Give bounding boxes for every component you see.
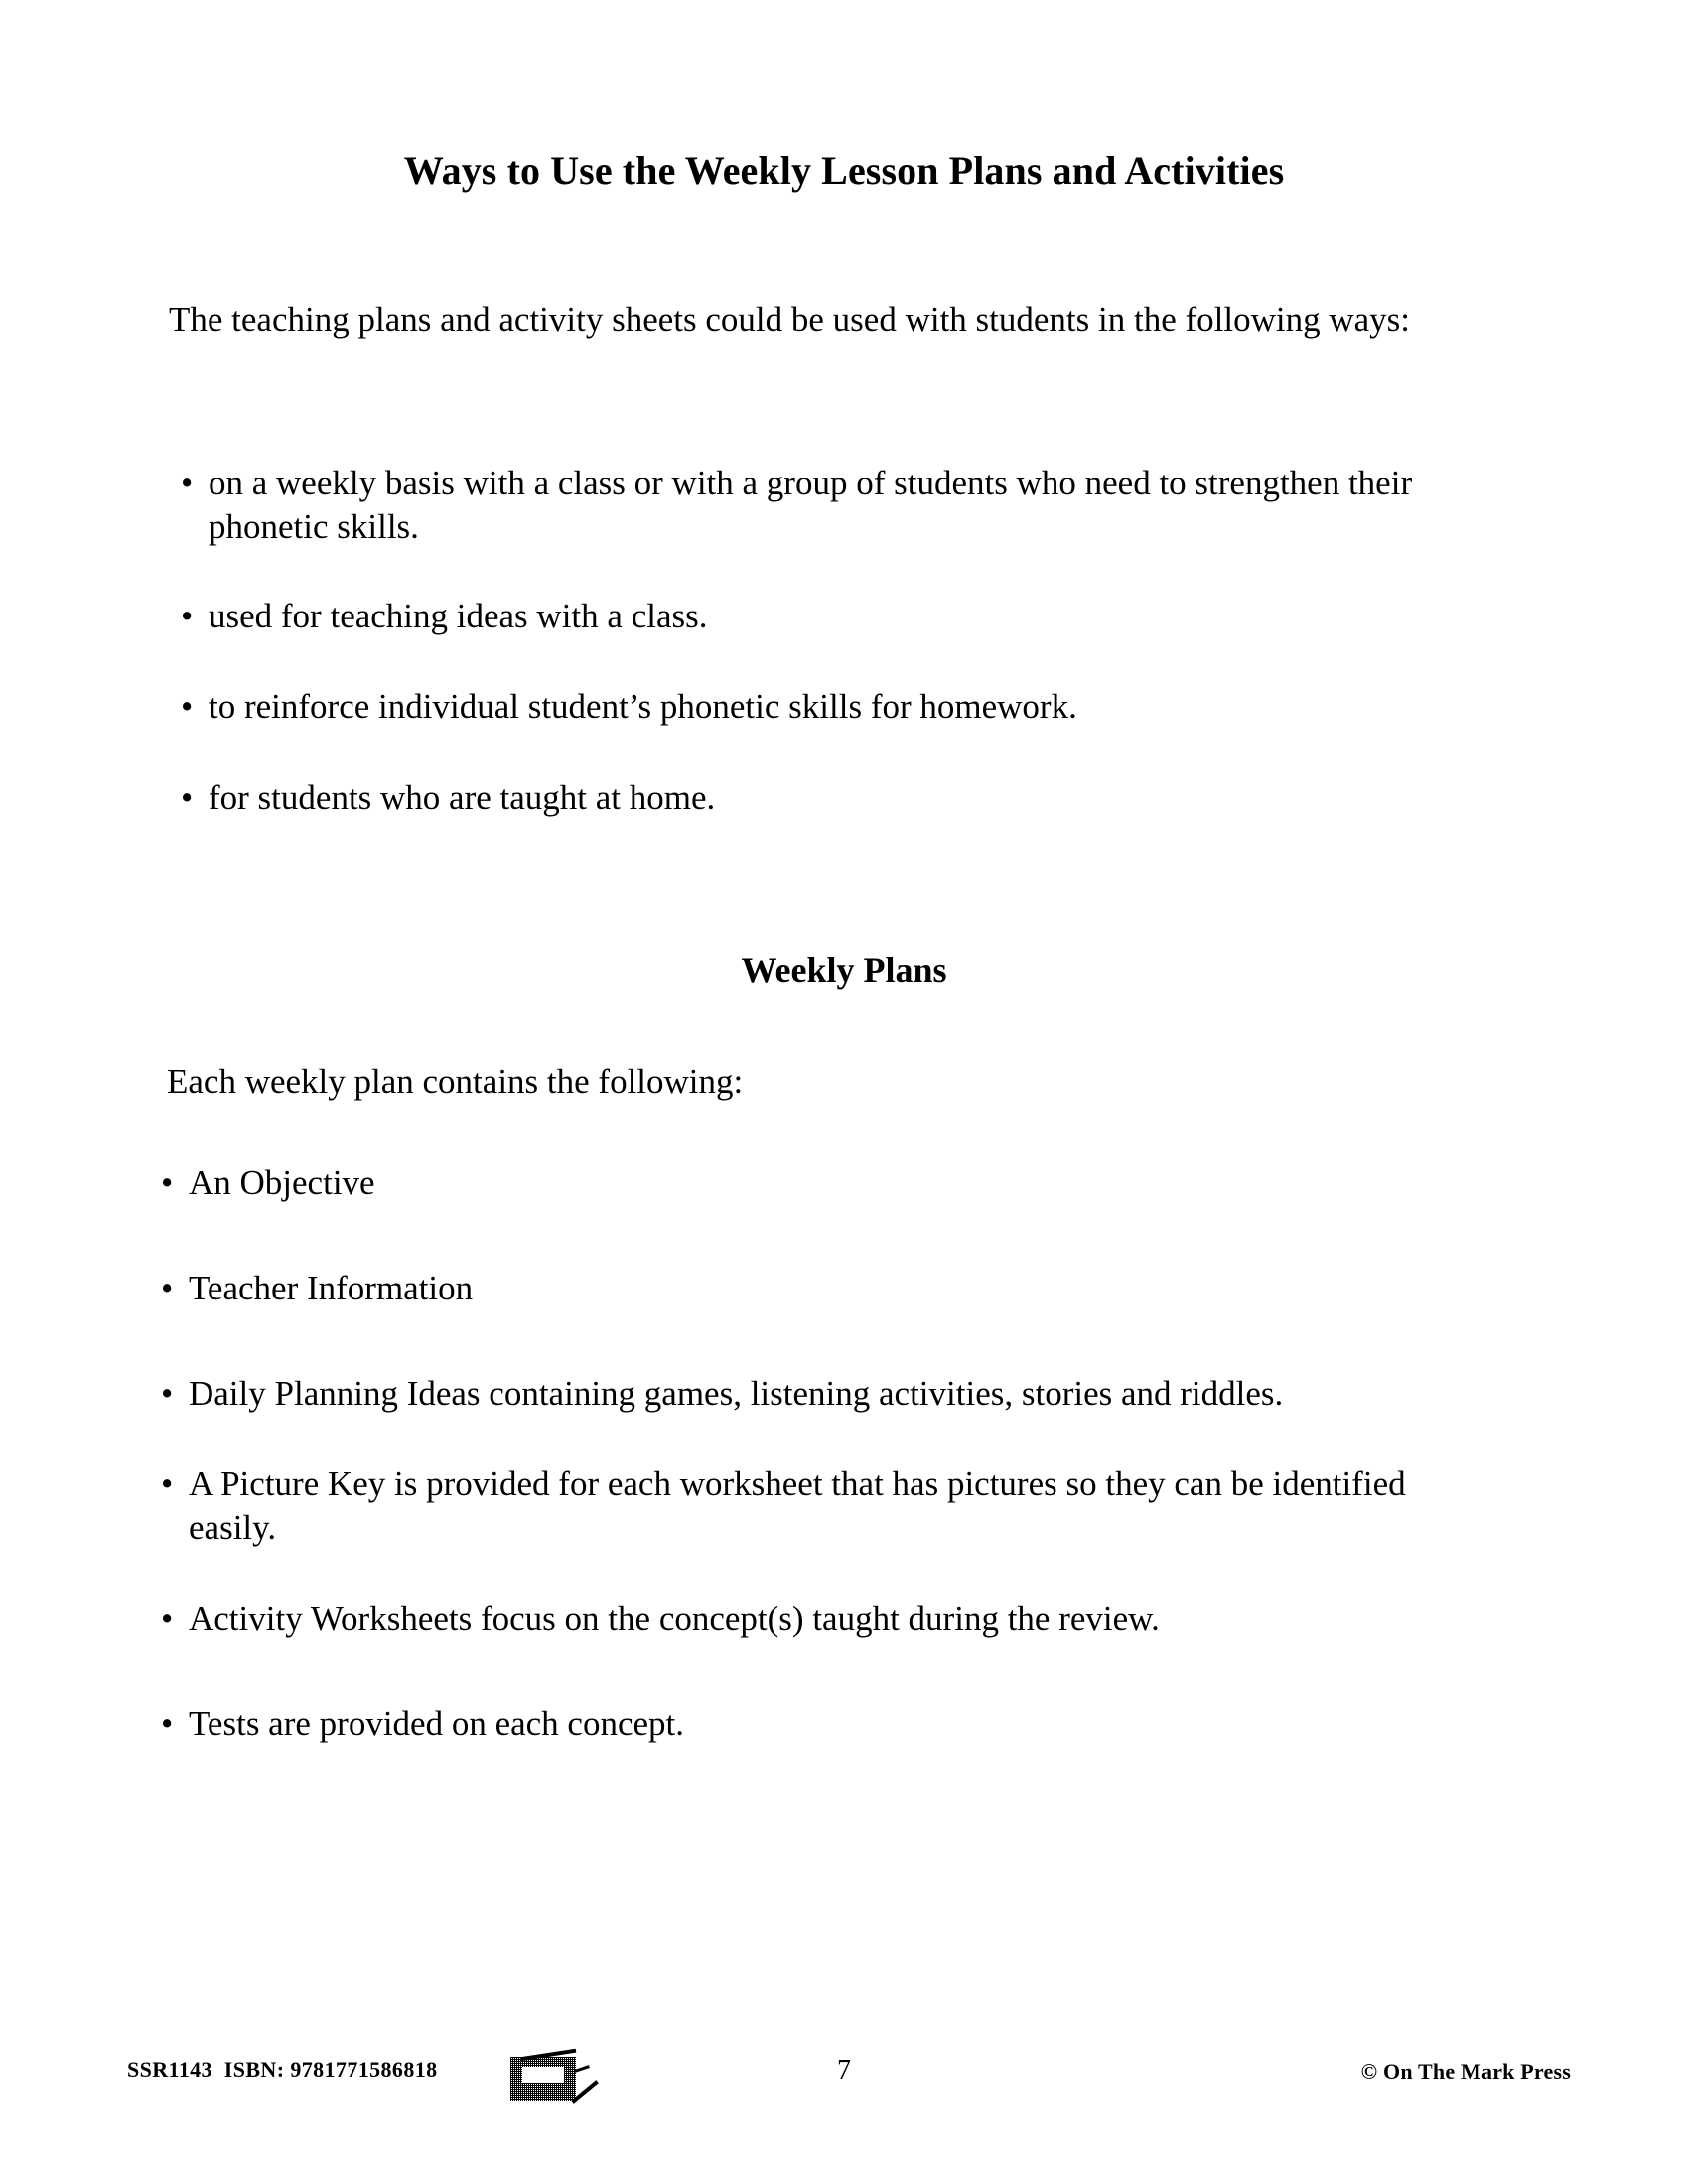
list-item-text: An Objective <box>189 1163 375 1202</box>
list-item-text: Daily Planning Ideas containing games, listening activities, stories and riddles. <box>189 1373 1284 1413</box>
page-footer <box>0 2045 1688 2124</box>
page-title: Ways to Use the Weekly Lesson Plans and Activities <box>403 148 1285 193</box>
usage-bullet-list <box>179 462 1470 820</box>
list-item <box>159 1267 1479 1310</box>
list-item-text: A Picture Key is provided for each worksheet that has pictures so they can be identified easily. <box>189 1464 1406 1547</box>
bullet-icon: • <box>181 596 194 635</box>
list-item-text: Teacher Information <box>189 1268 474 1307</box>
bullet-icon: • <box>161 1464 174 1504</box>
bullet-icon: • <box>161 1704 174 1743</box>
list-item <box>159 1703 1479 1746</box>
publisher-logo-icon <box>508 2047 628 2113</box>
list-item-text: used for teaching ideas with a class. <box>209 596 708 635</box>
footer-page-number: 7 <box>837 2055 851 2086</box>
bullet-icon: • <box>161 1163 174 1202</box>
list-item <box>179 462 1470 549</box>
footer-copyright: © On The Mark Press <box>1360 2059 1571 2084</box>
bullet-icon: • <box>181 687 194 727</box>
list-item-text: for students who are taught at home. <box>209 778 716 817</box>
bullet-icon: • <box>161 1268 174 1307</box>
bullet-icon: • <box>161 1373 174 1413</box>
list-item <box>179 595 1470 638</box>
list-item <box>159 1462 1479 1550</box>
section-heading-weekly-plans: Weekly Plans <box>741 950 947 990</box>
bullet-icon: • <box>181 464 194 502</box>
list-item-text: to reinforce individual student’s phonetic skills for homework. <box>209 687 1077 727</box>
list-item-text: on a weekly basis with a class or with a group of students who need to strengthen their phonetic skills. <box>209 464 1413 546</box>
list-item-text: Tests are provided on each concept. <box>189 1704 685 1743</box>
list-item <box>159 1372 1479 1416</box>
list-item <box>159 1161 1479 1205</box>
bullet-icon: • <box>181 778 194 817</box>
list-item <box>159 1597 1479 1641</box>
weekly-plan-bullet-list <box>159 1161 1479 1745</box>
section-intro-paragraph: Each weekly plan contains the following: <box>167 1062 744 1101</box>
list-item-text: Activity Worksheets focus on the concept(s) taught during the review. <box>189 1598 1160 1638</box>
list-item <box>179 685 1470 729</box>
lead-paragraph: The teaching plans and activity sheets could be used with students in the following ways: <box>169 300 1411 339</box>
footer-product-code: SSR1143 ISBN: 9781771586818 <box>127 2057 438 2082</box>
bullet-icon: • <box>161 1598 174 1638</box>
list-item <box>179 776 1470 820</box>
